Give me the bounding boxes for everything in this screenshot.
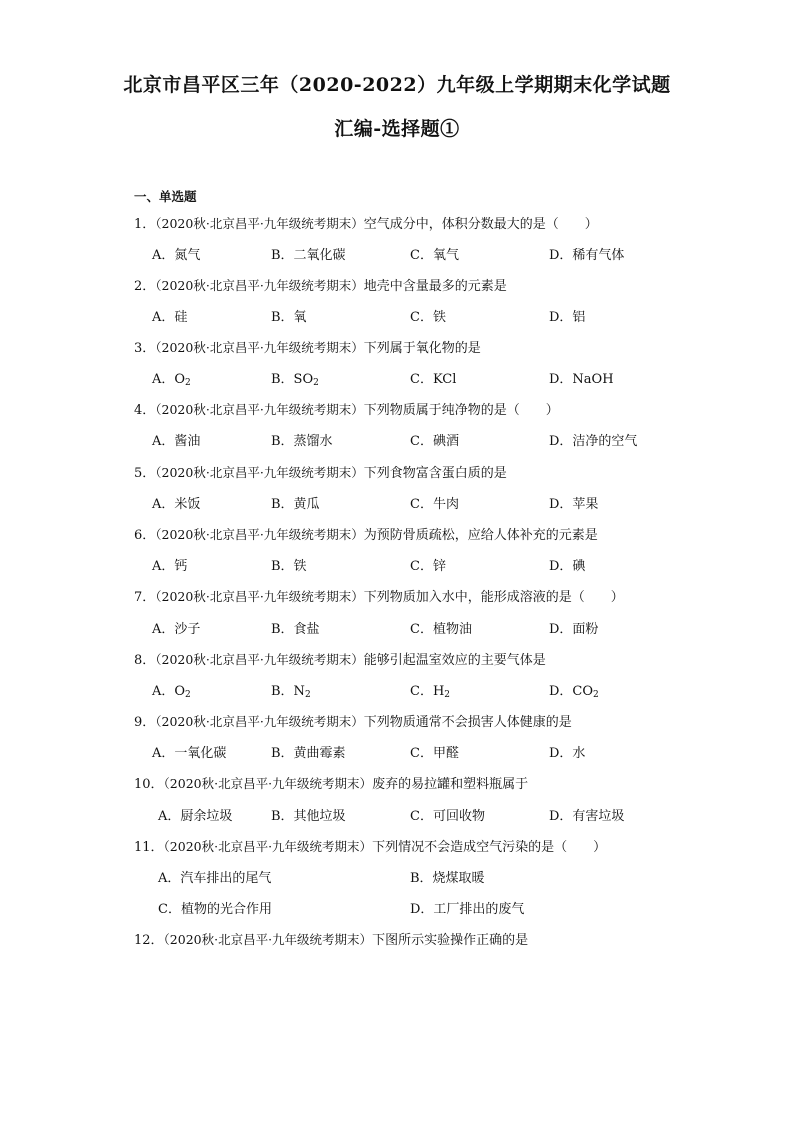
option-c: C．植物的光合作用 xyxy=(158,902,272,917)
option-d: D．稀有气体 xyxy=(549,248,625,263)
option-c: C．氧气 xyxy=(410,248,459,263)
question-number: 1． xyxy=(134,217,156,232)
question-text: 空气成分中，体积分数最大的是（ ） xyxy=(363,217,598,232)
option-d: D．有害垃圾 xyxy=(549,809,625,824)
option-a: A．硅 xyxy=(152,310,188,325)
question-text: 下列物质通常不会损害人体健康的是 xyxy=(363,715,572,730)
option-a-text: A．O xyxy=(152,372,186,387)
option-a: A．米饭 xyxy=(152,497,201,512)
option-c: C．锌 xyxy=(410,559,446,574)
question-number: 8． xyxy=(134,653,156,668)
option-c: C．植物油 xyxy=(410,622,472,637)
question-text: 下列情况不会造成空气污染的是（ ） xyxy=(372,840,607,855)
question-11 xyxy=(134,836,606,855)
question-text: 下列属于氧化物的是 xyxy=(363,341,481,356)
option-c: C．KCl xyxy=(410,372,457,387)
question-2 xyxy=(134,275,507,294)
option-b-text: B．N xyxy=(271,684,305,699)
option-d: D．工厂排出的废气 xyxy=(410,902,525,917)
option-d-subscript: 2 xyxy=(593,690,599,700)
option-b: B．蒸馏水 xyxy=(271,434,333,449)
option-c-subscript: 2 xyxy=(444,690,451,700)
question-source: （2020秋·北京昌平·九年级统考期末） xyxy=(163,932,373,947)
option-d: D．碘 xyxy=(549,559,586,574)
option-d: D．洁净的空气 xyxy=(549,434,638,449)
option-a: A．氮气 xyxy=(152,248,201,263)
option-a-subscript: 2 xyxy=(185,378,191,388)
question-7 xyxy=(134,586,624,605)
question-number: 6． xyxy=(134,528,156,543)
option-a: A．一氧化碳 xyxy=(152,746,227,761)
question-12 xyxy=(134,929,528,948)
question-text: 为预防骨质疏松，应给人体补充的元素是 xyxy=(363,528,598,543)
question-3 xyxy=(134,337,481,356)
question-number: 11． xyxy=(134,840,164,855)
option-d-text: D．CO xyxy=(549,684,594,699)
option-d: D．苹果 xyxy=(549,497,599,512)
question-number: 3． xyxy=(134,341,156,356)
option-d: D．面粉 xyxy=(549,622,599,637)
question-6 xyxy=(134,524,598,543)
question-text: 地壳中含量最多的元素是 xyxy=(363,279,507,294)
question-number: 5． xyxy=(134,466,156,481)
question-source: （2020秋·北京昌平·九年级统考期末） xyxy=(155,402,364,417)
option-c: C．甲醛 xyxy=(410,746,459,761)
question-text: 下列物质属于纯净物的是（ ） xyxy=(363,403,559,418)
question-source: （2020秋·北京昌平·九年级统考期末） xyxy=(155,278,364,293)
option-a: A．酱油 xyxy=(152,434,201,449)
question-number: 7． xyxy=(134,590,156,605)
question-source: （2020秋·北京昌平·九年级统考期末） xyxy=(155,216,364,231)
option-c: C．碘酒 xyxy=(410,434,459,449)
question-source: （2020秋·北京昌平·九年级统考期末） xyxy=(163,839,373,854)
option-b xyxy=(271,680,311,700)
option-b: B．二氧化碳 xyxy=(271,248,346,263)
option-c: C．可回收物 xyxy=(410,809,485,824)
question-10 xyxy=(134,773,528,792)
question-number: 4． xyxy=(134,403,156,418)
question-text: 废弃的易拉罐和塑料瓶属于 xyxy=(372,777,529,792)
question-1 xyxy=(134,213,598,232)
question-source: （2020秋·北京昌平·九年级统考期末） xyxy=(155,714,364,729)
question-5 xyxy=(134,462,507,481)
question-8 xyxy=(134,649,546,668)
option-d: D．铝 xyxy=(549,310,586,325)
question-text: 下列物质加入水中，能形成溶液的是（ ） xyxy=(363,590,624,605)
option-b-subscript: 2 xyxy=(313,378,319,388)
option-b xyxy=(271,368,319,388)
question-source: （2020秋·北京昌平·九年级统考期末） xyxy=(155,589,364,604)
option-b: B．黄曲霉素 xyxy=(271,746,346,761)
question-number: 10． xyxy=(134,777,164,792)
option-c: C．牛肉 xyxy=(410,497,459,512)
option-b: B．烧煤取暖 xyxy=(410,871,485,886)
option-d xyxy=(549,680,599,700)
option-a: A．沙子 xyxy=(152,622,201,637)
option-a-text: A．O xyxy=(152,684,186,699)
document-title-line-1: 北京市昌平区三年（2020-2022）九年级上学期期末化学试题 xyxy=(123,74,671,96)
option-b: B．食盐 xyxy=(271,622,320,637)
question-source: （2020秋·北京昌平·九年级统考期末） xyxy=(155,465,364,480)
question-source: （2020秋·北京昌平·九年级统考期末） xyxy=(155,527,364,542)
option-c xyxy=(410,680,450,700)
section-heading: 一、单选题 xyxy=(134,189,197,204)
question-text: 下列食物富含蛋白质的是 xyxy=(363,466,507,481)
document-title-line-2: 汇编-选择题① xyxy=(334,118,460,140)
option-b: B．铁 xyxy=(271,559,307,574)
option-a: A．钙 xyxy=(152,559,188,574)
option-b: B．黄瓜 xyxy=(271,497,320,512)
question-number: 9． xyxy=(134,715,156,730)
question-9 xyxy=(134,711,572,730)
option-c-text: C．H xyxy=(410,684,445,699)
option-a xyxy=(152,368,191,388)
option-b: B．氧 xyxy=(271,310,307,325)
question-4 xyxy=(134,399,559,418)
question-number: 2． xyxy=(134,279,156,294)
option-b: B．其他垃圾 xyxy=(271,809,346,824)
question-number: 12． xyxy=(134,933,164,948)
option-d: D．NaOH xyxy=(549,372,614,387)
option-a: A．厨余垃圾 xyxy=(158,809,233,824)
question-text: 下图所示实验操作正确的是 xyxy=(372,933,529,948)
option-a-subscript: 2 xyxy=(185,690,191,700)
option-a xyxy=(152,680,191,700)
question-source: （2020秋·北京昌平·九年级统考期末） xyxy=(155,652,364,667)
question-source: （2020秋·北京昌平·九年级统考期末） xyxy=(163,776,373,791)
question-source: （2020秋·北京昌平·九年级统考期末） xyxy=(155,340,364,355)
option-c: C．铁 xyxy=(410,310,446,325)
question-text: 能够引起温室效应的主要气体是 xyxy=(363,653,546,668)
option-a: A．汽车排出的尾气 xyxy=(158,871,272,886)
option-d: D．水 xyxy=(549,746,586,761)
option-b-text: B．SO xyxy=(271,372,314,387)
option-b-subscript: 2 xyxy=(304,690,311,700)
